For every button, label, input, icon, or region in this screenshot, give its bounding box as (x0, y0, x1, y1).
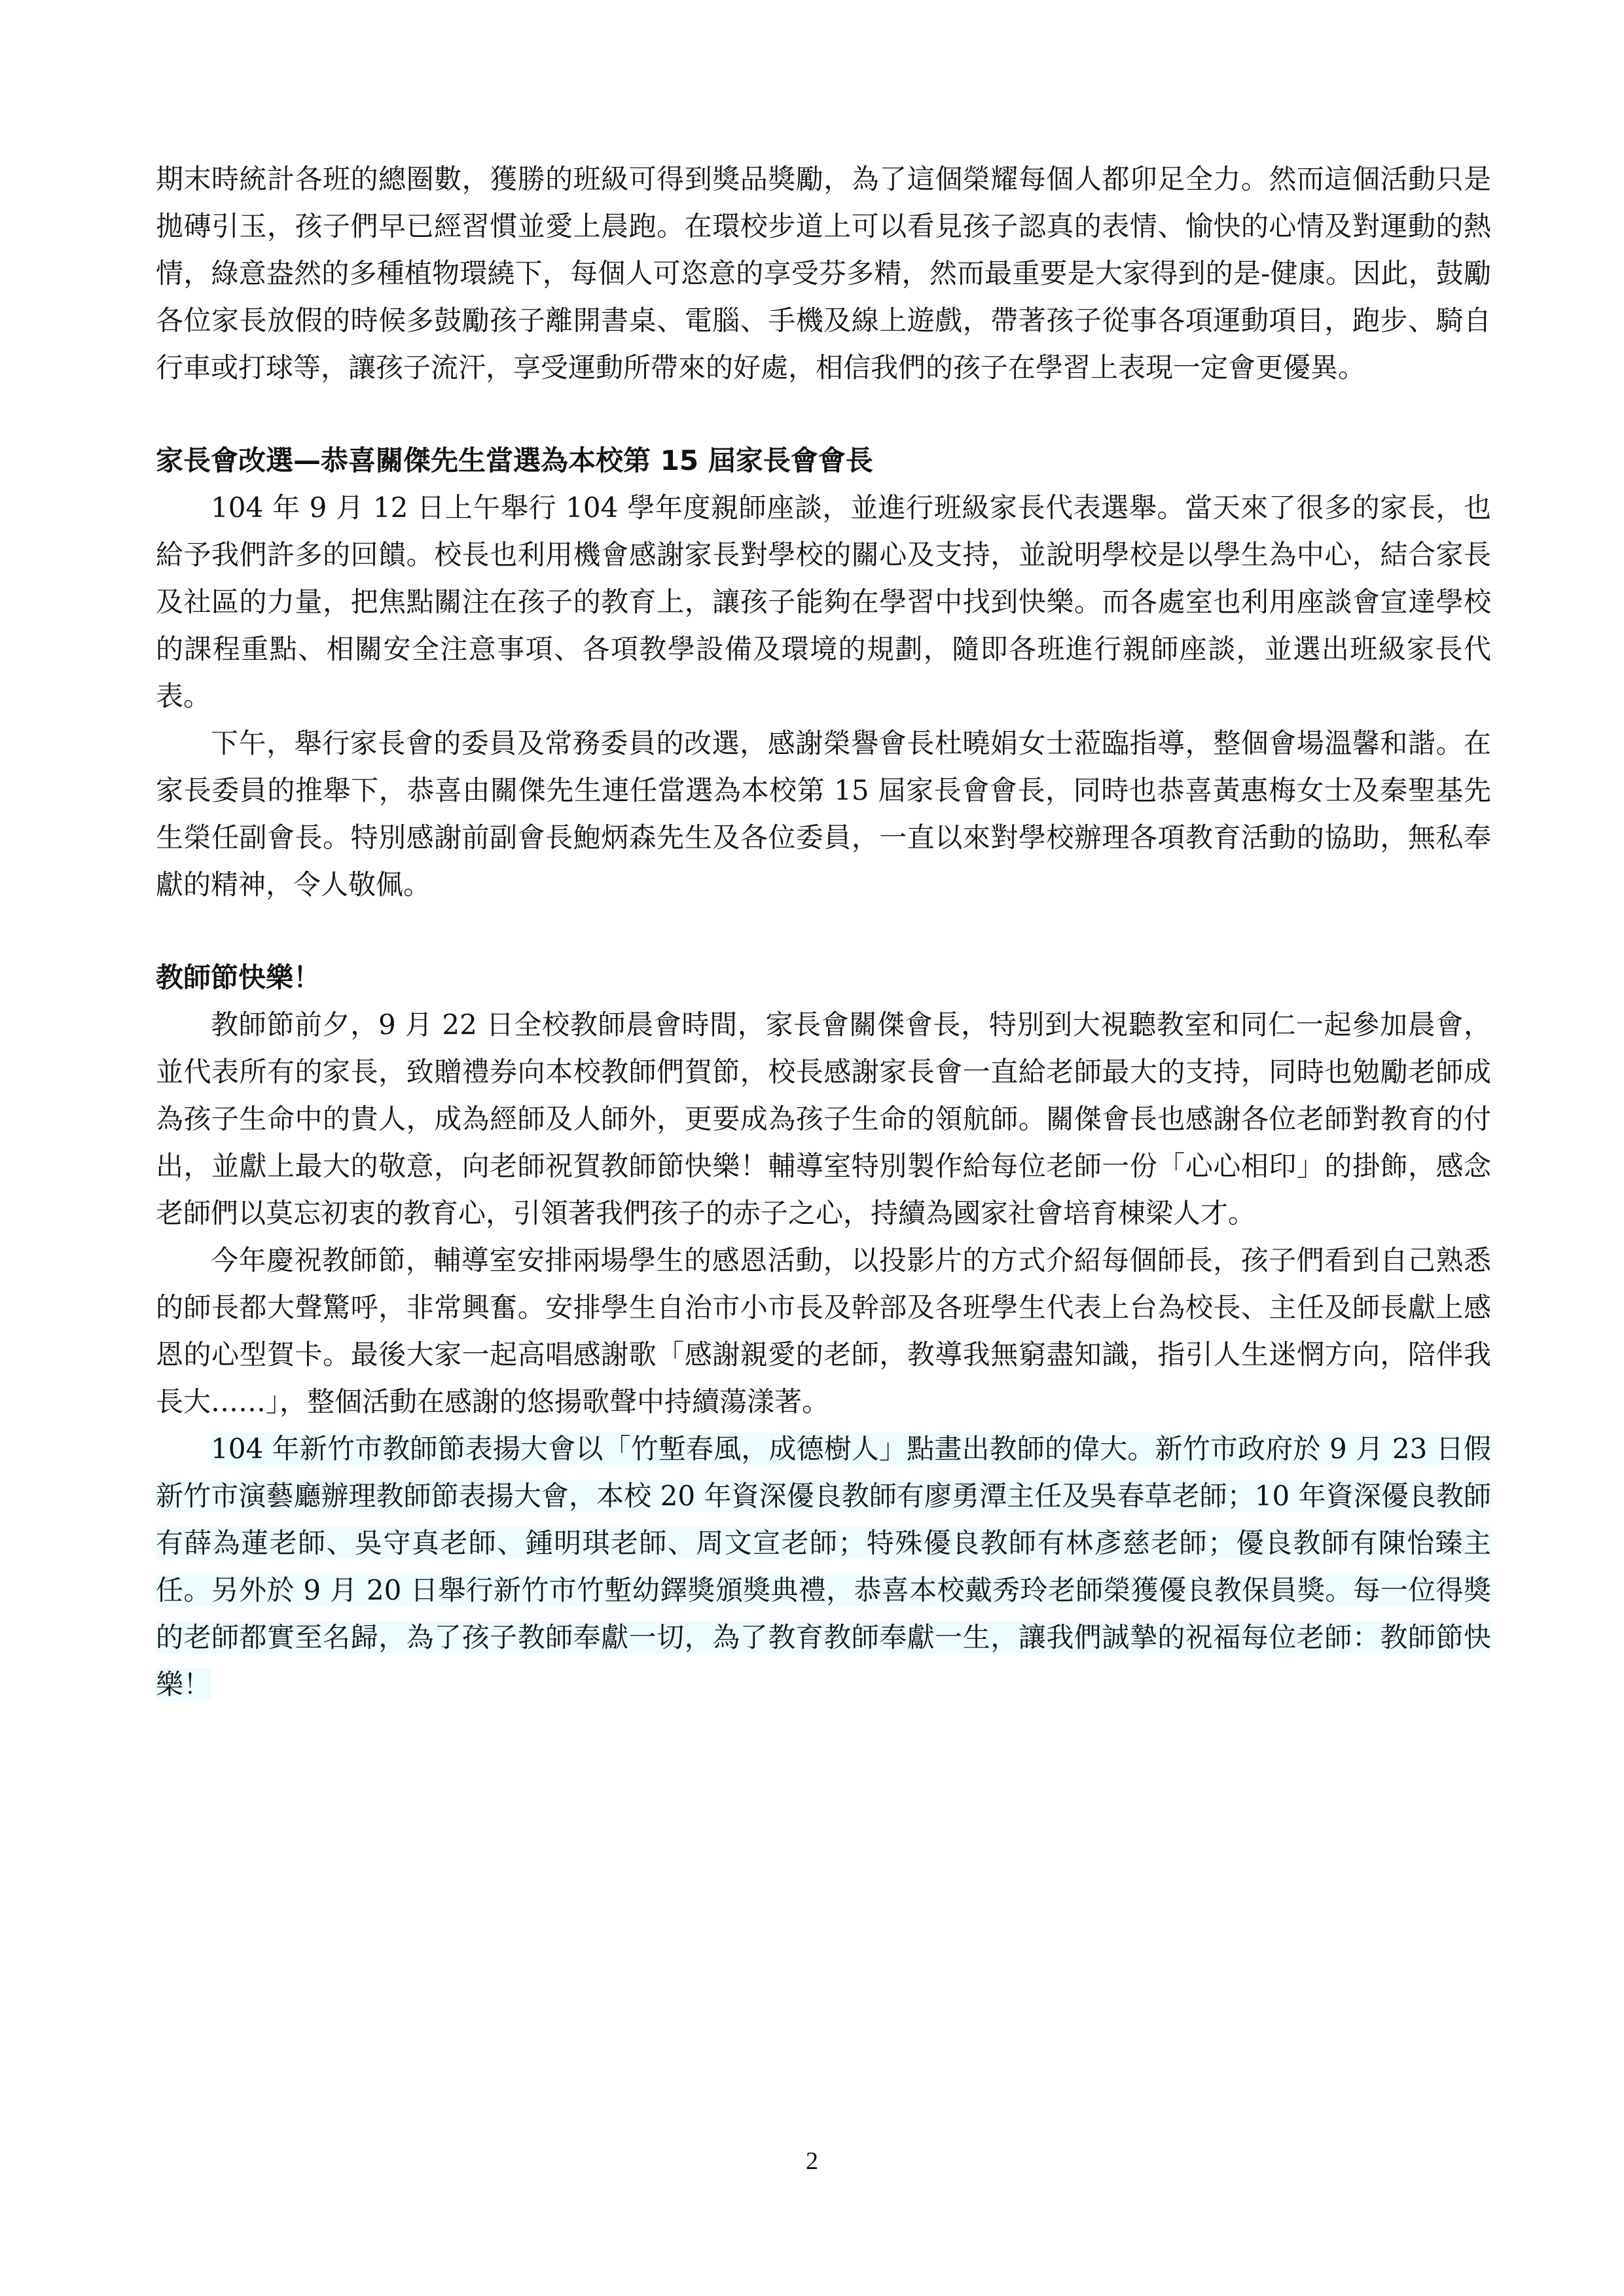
section-heading-pta-election: 家長會改選—恭喜關傑先生當選為本校第 15 屆家長會會長 (156, 444, 873, 476)
paragraph-teacher-awards (156, 1426, 1491, 1708)
spacer (156, 391, 1491, 437)
highlighted-text: 104 年新竹市教師節表揚大會以「竹塹春風，成德樹人」點畫出教師的偉大。新竹市政府於 9 月 23 日假新竹市演藝廳辦理教師節表揚大會，本校 20 年資深優良教師有廖勇潭主任及吳春草老師；10 年資深優良教師有薛為蓮老師、吳守真老師、鍾明琪老師、周文宣老師；特殊優良教師有林彥慈老師；優良教師有陳怡臻主任。另外於 9 月 20 日舉行新竹市竹塹幼鐸獎頒獎典禮，恭喜本校戴秀玲老師榮獲優良教保員獎。每一位得獎的老師都實至名歸，為了孩子教師奉獻一切，為了教育教師奉獻一生，讓我們誠摯的祝福每位老師：教師節快樂！ (156, 1433, 1491, 1700)
spacer (156, 908, 1491, 954)
page-number: 2 (806, 2147, 818, 2175)
paragraph-pta-election: 下午，舉行家長會的委員及常務委員的改選，感謝榮譽會長杜曉娟女士蒞臨指導，整個會場溫馨和諧。在家長委員的推舉下，恭喜由關傑先生連任當選為本校第 15 屆家長會會長，同時也恭喜黃惠梅女士及秦聖基先生榮任副會長。特別感謝前副會長鮑炳森先生及各位委員，一直以來對學校辦理各項教育活動的協助，無私奉獻的精神，令人敬佩。 (156, 727, 1491, 901)
paragraph-thanksgiving-activity: 今年慶祝教師節，輔導室安排兩場學生的感恩活動，以投影片的方式介紹每個師長，孩子們看到自己熟悉的師長都大聲驚呼，非常興奮。安排學生自治市小市長及幹部及各班學生代表上台為校長、主任及師長獻上感恩的心型賀卡。最後大家一起高唱感謝歌「感謝親愛的老師，教導我無窮盡知識，指引人生迷惘方向，陪伴我長大……」，整個活動在感謝的悠揚歌聲中持續蕩漾著。 (156, 1244, 1491, 1418)
section-heading-teachers-day: 教師節快樂！ (156, 961, 321, 994)
page-content (156, 156, 1491, 1708)
paragraph-pta-meeting: 104 年 9 月 12 日上午舉行 104 學年度親師座談，並進行班級家長代表選舉。當天來了很多的家長，也給予我們許多的回饋。校長也利用機會感謝家長對學校的關心及支持，並說明學校是以學生為中心，結合家長及社區的力量，把焦點關注在孩子的教育上，讓孩子能夠在學習中找到快樂。而各處室也利用座談會宣達學校的課程重點、相關安全注意事項、各項教學設備及環境的規劃，隨即各班進行親師座談，並選出班級家長代表。 (156, 492, 1491, 712)
paragraph-teachers-morning-meeting: 教師節前夕，9 月 22 日全校教師晨會時間，家長會關傑會長，特別到大視聽教室和同仁一起參加晨會，並代表所有的家長，致贈禮券向本校教師們賀節，校長感謝家長會一直給老師最大的支持，同時也勉勵老師成為孩子生命中的貴人，成為經師及人師外，更要成為孩子生命的領航師。關傑會長也感謝各位老師對教育的付出，並獻上最大的敬意，向老師祝賀教師節快樂！輔導室特別製作給每位老師一份「心心相印」的掛飾，感念老師們以莫忘初衷的教育心，引領著我們孩子的赤子之心，持續為國家社會培育棟梁人才。 (156, 1009, 1491, 1229)
intro-paragraph: 期末時統計各班的總圈數，獲勝的班級可得到獎品獎勵，為了這個榮耀每個人都卯足全力。然而這個活動只是拋磚引玉，孩子們早已經習慣並愛上晨跑。在環校步道上可以看見孩子認真的表情、愉快的心情及對運動的熱情，綠意盎然的多種植物環繞下，每個人可恣意的享受芬多精，然而最重要是大家得到的是-健康。因此，鼓勵各位家長放假的時候多鼓勵孩子離開書桌、電腦、手機及線上遊戲，帶著孩子從事各項運動項目，跑步、騎自行車或打球等，讓孩子流汗，享受運動所帶來的好處，相信我們的孩子在學習上表現一定會更優異。 (156, 163, 1491, 384)
